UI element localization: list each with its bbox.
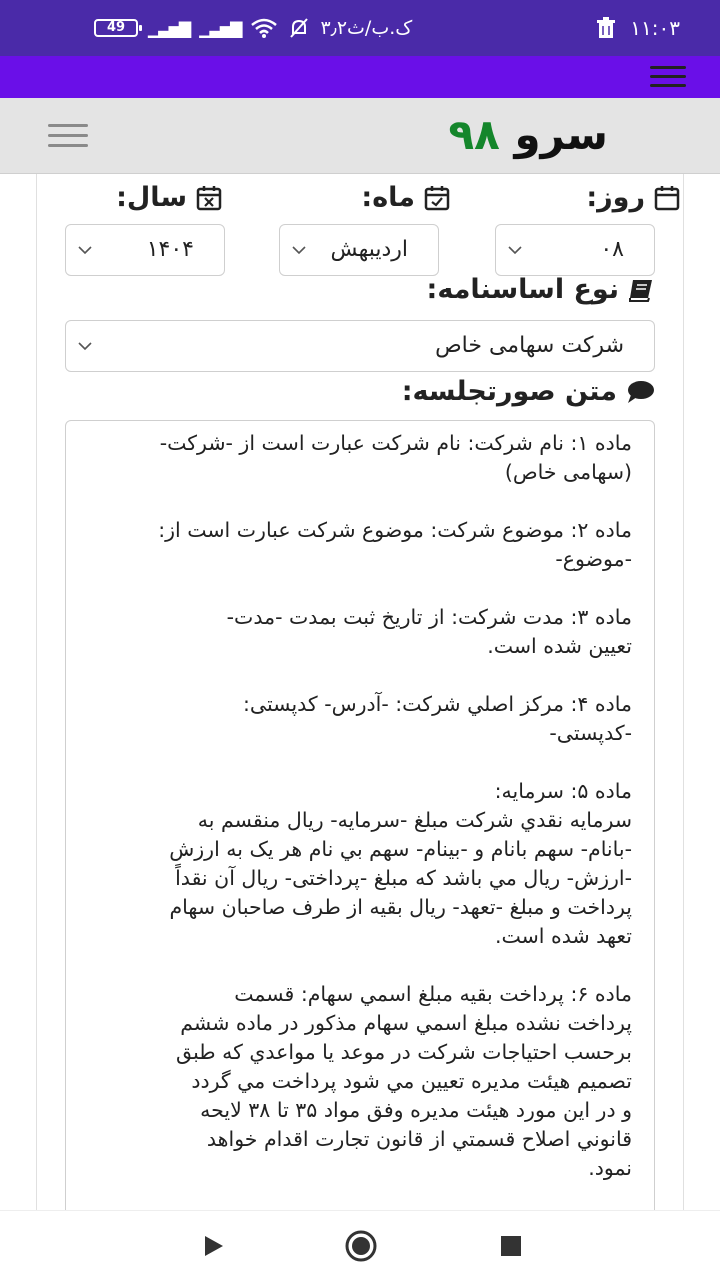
back-triangle-icon[interactable]: [198, 1231, 228, 1261]
system-nav-bar: [0, 1210, 720, 1280]
calendar-check-icon: [423, 184, 451, 212]
mute-bell-icon: [288, 17, 310, 39]
calendar-icon: [653, 184, 681, 212]
year-label: سال:: [116, 182, 223, 213]
month-select[interactable]: اردیبهش: [279, 224, 439, 276]
day-select[interactable]: ۰۸: [495, 224, 655, 276]
minutes-label: متن صورتجلسه:: [402, 376, 655, 407]
calendar-x-icon: [195, 184, 223, 212]
recents-square-icon[interactable]: [496, 1231, 526, 1261]
trash-icon: [596, 17, 616, 39]
minutes-textarea[interactable]: [65, 420, 655, 1210]
comment-icon: [625, 379, 655, 405]
chevron-down-icon: [506, 241, 524, 259]
type-select[interactable]: شرکت سهامی خاص: [65, 320, 655, 372]
status-icons-left: [94, 14, 412, 42]
home-circle-icon[interactable]: [344, 1229, 378, 1263]
article-2: ماده ۲: موضوع شرکت: موضوع شرکت عبارت است از: -موضوع-: [158, 518, 632, 571]
site-logo[interactable]: سرو ۹۸: [448, 110, 608, 159]
app-bar: [0, 56, 720, 98]
article-5: ماده ۵: سرمايه: سرمايه نقدي شرکت مبلغ -سرمايه- ريال منقسم به -بانام- سهم بانام و -بينام- سهم بي نام هر يک به ارزش -ارزش- ريال مي باشد که مبلغ -پرداختی- ريال آن نقداً پرداخت و مبلغ -تعهد- ريال بقيه از طرف صاحبان سهام تعهد شده است.: [169, 779, 632, 948]
hamburger-menu-icon[interactable]: [650, 66, 686, 88]
day-label: روز:: [586, 182, 681, 213]
site-header: [0, 98, 720, 174]
status-bar: [0, 0, 720, 56]
chevron-down-icon: [290, 241, 308, 259]
site-menu-icon[interactable]: [48, 124, 88, 148]
form-card: [36, 174, 684, 1210]
year-select[interactable]: ۱۴۰۴: [65, 224, 225, 276]
article-1: ماده ۱: نام شرکت: نام شرکت عبارت است از -شرکت- (سهامی خاص): [159, 431, 632, 484]
chevron-down-icon: [76, 337, 94, 355]
article-4: ماده ۴: مرکز اصلي شرکت: -آدرس- کدپستی: -کدپستی-: [243, 692, 632, 745]
signal-icon-2: ▁▃▅▇: [199, 18, 241, 38]
book-icon: [627, 277, 655, 303]
month-label: ماه:: [361, 182, 451, 213]
battery-icon: 49: [94, 19, 138, 37]
article-3: ماده ۳: مدت شرکت: از تاريخ ثبت بمدت -مدت- تعيين شده است.: [226, 605, 632, 658]
clock: ۱۱:۰۳: [630, 16, 680, 40]
signal-icon: ▁▃▅▇: [148, 18, 190, 38]
article-6: ماده ۶: پرداخت بقيه مبلغ اسمي سهام: قسمت پرداخت نشده مبلغ اسمي سهام مذکور در ماده ششم برحسب احتياجات شرکت در موعد يا مواعدي که طبق تصميم هيئت مديره تعيين مي شود پرداخت مي گردد و در اين مورد هيئت مديره وفق مواد ۳۵ تا ۳۸ لايحه قانوني اصلاح قسمتي از قانون تجارت اقدام خواهد نمود.: [175, 982, 632, 1180]
wifi-icon: [250, 17, 278, 39]
network-speed: ۳٫۲ک.ب/ث: [320, 17, 413, 39]
type-label: نوع اساسنامه:: [427, 274, 655, 305]
chevron-down-icon: [76, 241, 94, 259]
status-icons-right: [596, 14, 680, 42]
